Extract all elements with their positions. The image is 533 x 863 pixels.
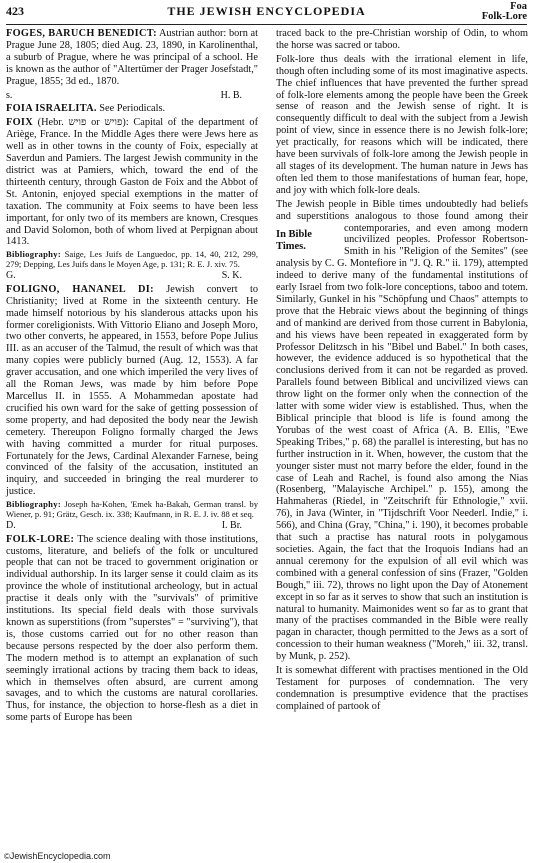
page-number: 423 <box>6 4 24 18</box>
site-name: JewishEncyclopedia.com <box>9 851 111 861</box>
entry-text: See Periodicals. <box>96 103 166 115</box>
right-column <box>276 28 528 715</box>
left-column <box>6 28 258 726</box>
bibliography-text: Joseph ha-Kohen, 'Emek ha-Bakah, German transl. by Wiener, p. 91; Grätz, Gesch. ix. 338; Kaufmann, in R. E. J. iv. 88 et seq. <box>6 499 258 519</box>
bibliography-label: Bibliography: <box>6 249 61 260</box>
entry-text: (Hebr. פויש or פויש): Capital of the department of Ariège, France. In the Middle Ages there were Jews here as well as in other towns in the county of Foix, especially at Saverdun and Pamiers. The largest Jewish community in the district was at Pamiers, which, toward the end of the thirteenth century, through Gaston de Foix and the Abbot of St. Antonin, enjoyed special exemptions in the matter of taxation. The community at Foix seems to have been less important, for only two of its members are known, Cresques and David Solomon, both of whom lived at Perpignan about 1413. <box>6 117 258 248</box>
headword-foligno: FOLIGNO, HANANEL DI: <box>6 283 154 295</box>
entry-foia <box>6 103 258 115</box>
entry-text: Austrian author: born at Prague June 28, 1805; died Aug. 23, 1890, in Karolinenthal, a suburb of Prague, where he was principal of a school. He is known as the author of "Altertümer der Prager Josefstadt," Prague, 1855; 3d ed., 1870. <box>6 28 258 87</box>
entry-foligno <box>6 284 258 498</box>
entry-folklore <box>6 534 258 725</box>
paragraph-text: modern uncivilized peoples. Professor Robertson-Smith in his "Religion of the Semites" (see analysis by C. G. Montefiore in "J. Q. R." ii. 179), attempted indeed to derive many of the fundamental institutions of early Israel from two folk-lore conceptions, taboo and totem. Similarly, Gunkel in his "Schöpfung und Chaos" attempts to prove that the Hebraic views about the beginning of things and of mankind are derived from those current in Babylonia, and his views have been repeated in exaggerated form by Professor Delitzsch in his "Bibel und Babel." In both cases, however, the evidence adduced is so hypothetical that the conclusions derived from it can not be regarded as proved. Parallels found between Biblical and uncivilized views can throw light on the former only when the connection of the latter with some wider view is established. Thus, when the Biblical principle that blood is life is found among the Yorubas of the west coast of Africa (A. B. Ellis, "Ewe Speaking Tribes," p. 68) the parallel is interesting, but has no further instruction in it. When, however, the custom that the younger sister must not marry before the elder, found in the case of Leah and Rachel, is found also among the Nias (Rosenberg, "Malayische Archipel." p. 155), among the Hahmaheras (Riedel, in "Zeitschrift für Ethnologie," xvii. 76), in Java (Winter, in "Tijdschrift Voor Neederl. Indie," i. 566), and China (Gray, "China," i. 190), it becomes probable that such a practise has natural roots in polygamous societies. Again, the fact that the Iroquois Indians had an annual ceremony for the expulsion of all evil which was combined with a general confession of sins (Frazer, "Golden Bough," iii. 72), throws no light upon the Day of Atonement except in so far as it serves to show that such an institution is natural to humanity. Maimonides went so far as to grant that many of the practises commanded in the Bible were really pagan in character, though permitted to the Jews as a sort of concession to their human weakness ("Moreh," iii. 32, transl. by Munk, p. 252). <box>276 222 528 663</box>
bibliography <box>6 250 258 270</box>
running-head-end: Folk-Lore <box>481 11 527 22</box>
headword-foia: FOIA ISRAELITA. <box>6 103 97 115</box>
signature-line <box>6 520 258 532</box>
entry-text: The science dealing with those institutions, customs, literature, and beliefs of the folk or uncultured people that can not be traced to government origination or individual authorship. In its larger sense it could claim as its province the whole of institutional archeology, but in actual practise it deals only with the "survivals" of primitive institutions. Its special field deals with those survivals known as superstitions (from "superstes" = "surviving"), that is, those customs carried out for no other reason than because persons respected by the doer also perform them. The modern method is to attempt an explanation of such seemingly irrational actions by tracing them back to ideas, which in themselves often absurd, are current among savages, and to which the customs are natural corollaries. Thus, for instance, the objection to horse-flesh as a diet in some parts of Europe has been <box>6 533 258 724</box>
bibliography-label: Bibliography: <box>6 499 61 510</box>
publication-title: THE JEWISH ENCYCLOPEDIA <box>167 4 366 18</box>
entry-text: Jewish convert to Christianity; lived at Rome in the sixteenth century. He made himself notorious by his slanderous attacks upon his former coreligionists. With Vittorio Eliano and Joseph Moro, two other converts, he appeared, in 1553, before Pope Julius III. as an accuser of the Talmud, the result of which was that many copies were publicly burned (Aug. 12, 1553). A far graver accusation, and one which imperiled the very lives of all the Roman Jews, was made by him before Pope Marcellus II. in 1555. A Mohammedan apostate had crucified his own ward for the sake of getting possession of some property, and had deposited the body near the Jewish cemetery. Thereupon Foligno formally charged the Jews with having committed a murder for ritual purposes. Fortunately for the Jews, Cardinal Alexander Farnese, being convinced of the falsity of the accusation, instituted an inquiry, and succeeded in bringing the real murderer to justice. <box>6 283 258 498</box>
copyright-symbol: © <box>4 852 10 861</box>
paragraph-text: The Jewish people in Bible times undoubtedly had beliefs and superstitions analogous to those found among their contemporaries, and even among <box>276 198 528 234</box>
signature-code: s. <box>6 89 13 101</box>
signature-code: G. <box>6 269 16 281</box>
marginal-heading: In Bible Times. <box>276 228 312 252</box>
headword-foges: FOGES, BARUCH BENEDICT: <box>6 28 157 39</box>
headword-foix: FOIX <box>6 117 33 129</box>
paragraph <box>276 199 528 663</box>
header-rule <box>6 24 527 25</box>
author-initials: I. Br. <box>221 519 242 531</box>
running-head-start: Foa <box>510 1 527 12</box>
author-initials: S. K. <box>221 269 242 281</box>
running-head <box>482 2 527 22</box>
bibliography <box>6 500 258 520</box>
signature-line <box>6 270 258 282</box>
signature-line <box>6 90 258 102</box>
author-initials: H. B. <box>220 89 242 101</box>
paragraph: It is somewhat different with practises mentioned in the Old Testament for purposes of condemnation. The very condemnation is presumptive evidence that the practises complained of partook of <box>276 665 528 712</box>
entry-foges <box>6 28 258 88</box>
paragraph: traced back to the pre-Christian worship of Odin, to whom the horse was sacred or taboo. <box>276 28 528 51</box>
entry-foix <box>6 117 258 248</box>
headword-folklore: FOLK-LORE: <box>6 533 75 545</box>
bibliography-text: Saige, Les Juifs de Languedoc, pp. 14, 40, 212, 299, 279; Depping, Les Juifs dans le Moyen Age, p. 131; R. E. J. xiv. 75. <box>6 249 258 270</box>
signature-code: D. <box>6 519 16 531</box>
page-header <box>6 2 527 24</box>
paragraph: Folk-lore thus deals with the irrational element in life, though often including some of its most imaginative aspects. The chief influences that have prevented the further spread of folk-lore elements among the people have been the Greek sense of reason and the Jewish sense of right. It is consequently difficult to deal with the subject from a Jewish point of view, since in essence there is no Jewish folk-lore; yet practically, for reasons which will be indicated, there have been survivals of folk-lore among the Jewish people in all stages of its development. The human nature in Jews has often led them to those manifestations of human fear, hope, and joy with which folk-lore deals. <box>276 53 528 196</box>
footer-watermark <box>4 851 110 861</box>
